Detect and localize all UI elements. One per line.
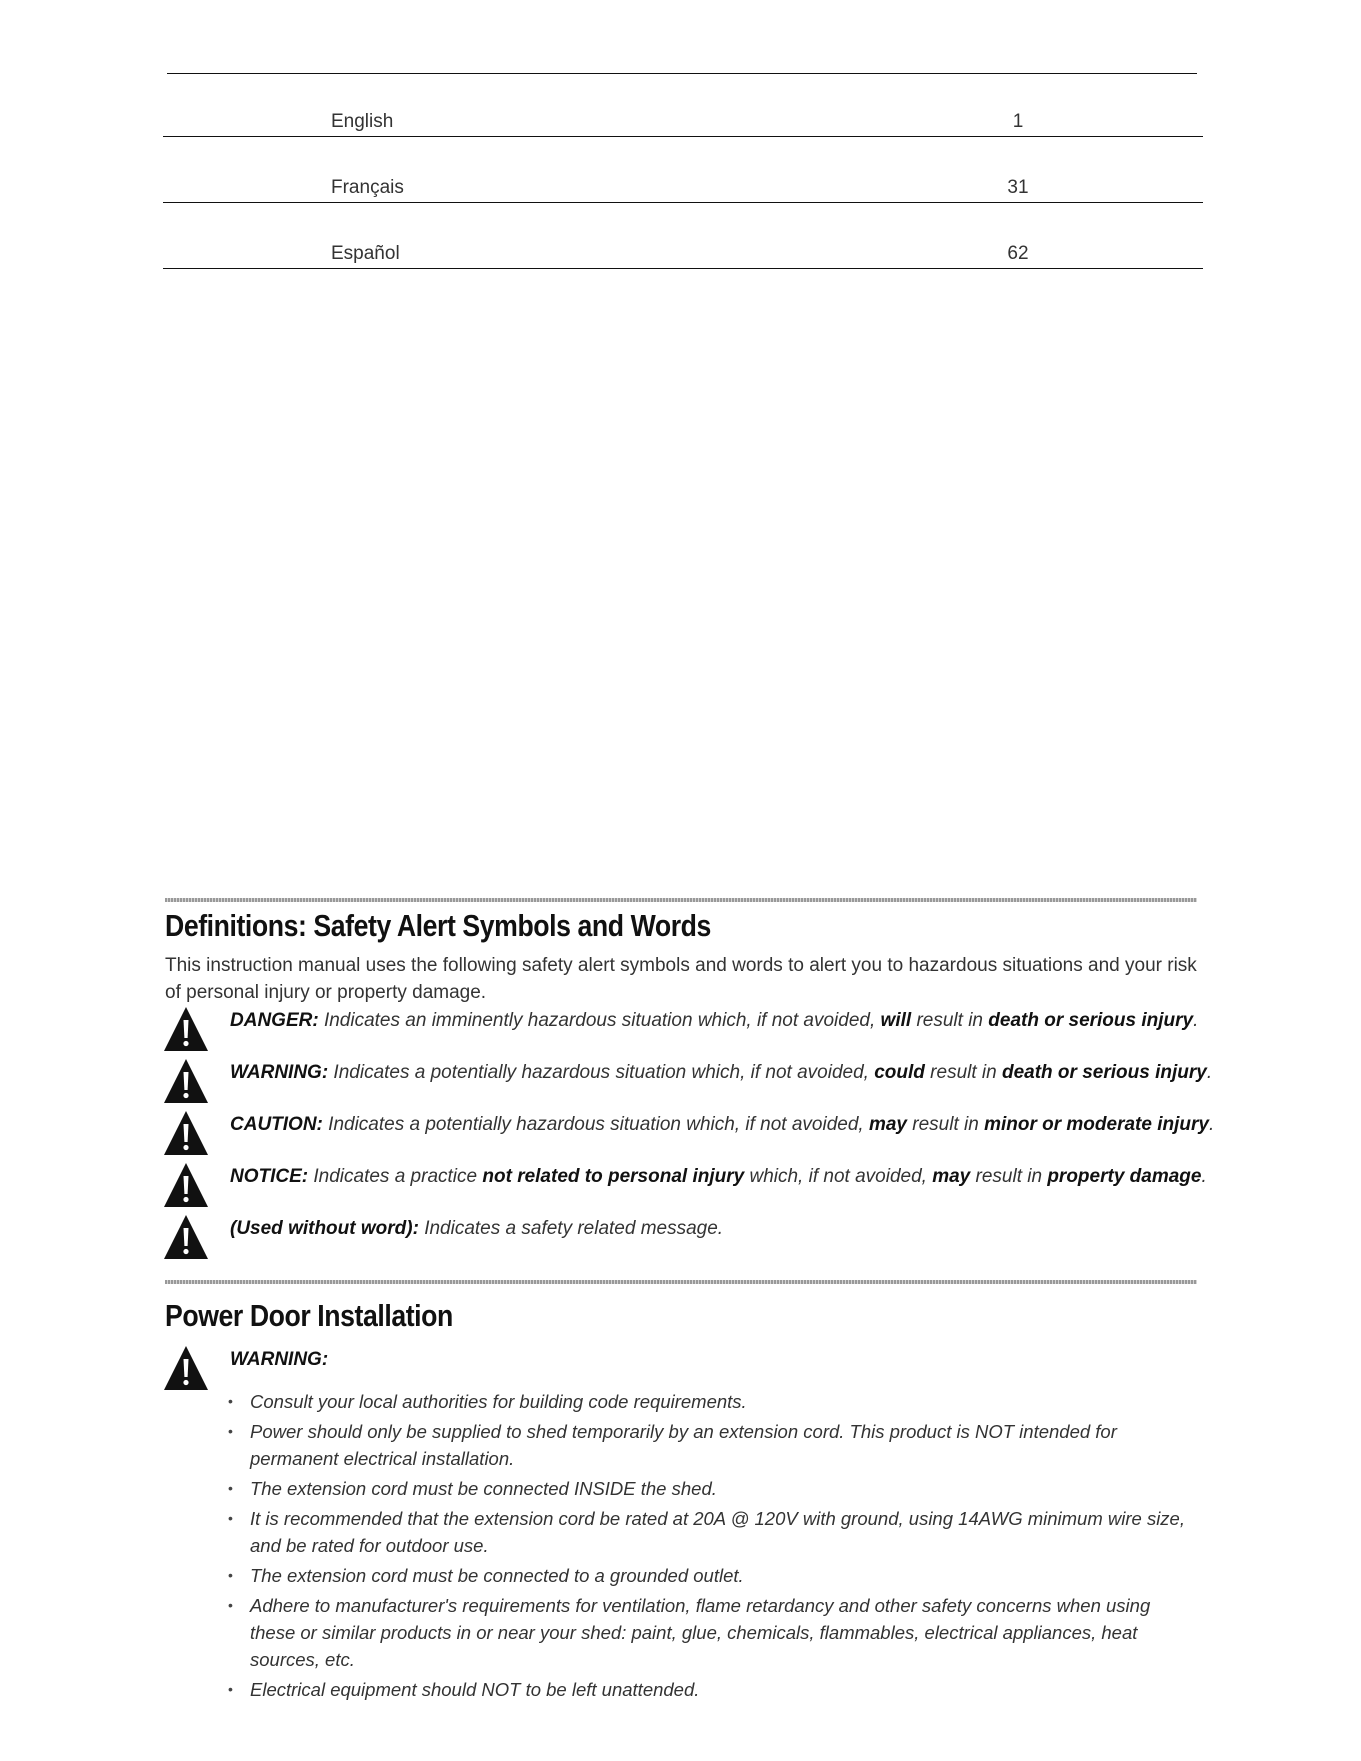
safety-alert-icon bbox=[163, 1162, 209, 1208]
safety-alert-icon bbox=[163, 1110, 209, 1156]
section-divider bbox=[165, 898, 1197, 902]
toc-language: Français bbox=[331, 177, 404, 198]
definitions-intro: This instruction manual uses the following safety alert symbols and words to alert you to hazardous situations and your risk of personal injury or property damage. bbox=[165, 955, 1197, 1003]
safety-alert-icon bbox=[163, 1345, 209, 1391]
toc-language: Español bbox=[331, 243, 400, 264]
installation-heading: Power Door Installation bbox=[165, 1298, 453, 1333]
alert-notice-text: NOTICE: Indicates a practice not related to personal injury which, if not avoided, may result in property damage. bbox=[230, 1166, 1207, 1187]
alert-danger-text: DANGER: Indicates an imminently hazardous situation which, if not avoided, will result in death or serious injury. bbox=[230, 1010, 1199, 1031]
toc-row-english[interactable] bbox=[163, 100, 1203, 137]
toc-page-number: 31 bbox=[1007, 177, 1029, 198]
toc-language: English bbox=[331, 111, 394, 132]
list-item: • Adhere to manufacturer's requirements for ventilation, flame retardancy and other safety concerns when using these or similar products in or near your shed: paint, glue, chemicals, flammables, electrical appliances, heat sources, etc. bbox=[248, 1592, 1198, 1673]
alert-warning-text: WARNING: Indicates a potentially hazardous situation which, if not avoided, could result in death or serious injury. bbox=[230, 1062, 1213, 1083]
alert-danger bbox=[163, 1006, 1213, 1056]
toc-page-number: 1 bbox=[1012, 111, 1024, 132]
alert-generic bbox=[163, 1214, 1213, 1264]
alert-warning bbox=[163, 1058, 1213, 1108]
alert-caution-text: CAUTION: Indicates a potentially hazardous situation which, if not avoided, may result in minor or moderate injury. bbox=[230, 1114, 1215, 1135]
toc-row-espanol[interactable] bbox=[163, 232, 1203, 269]
list-item: • The extension cord must be connected INSIDE the shed. bbox=[248, 1475, 1198, 1502]
safety-alert-icon bbox=[163, 1214, 209, 1260]
definitions-heading: Definitions: Safety Alert Symbols and Words bbox=[165, 908, 711, 943]
alert-generic-text: (Used without word): Indicates a safety related message. bbox=[230, 1218, 724, 1239]
list-item: • Consult your local authorities for building code requirements. bbox=[248, 1388, 1198, 1415]
safety-alert-icon bbox=[163, 1006, 209, 1052]
alert-notice bbox=[163, 1162, 1213, 1212]
alert-caution bbox=[163, 1110, 1213, 1160]
toc-row-francais[interactable] bbox=[163, 166, 1203, 203]
list-item: • It is recommended that the extension cord be rated at 20A @ 120V with ground, using 14AWG minimum wire size, and be rated for outdoor use. bbox=[248, 1505, 1198, 1559]
installation-warning-word: WARNING: bbox=[230, 1349, 329, 1370]
safety-alert-icon bbox=[163, 1058, 209, 1104]
toc-page-number: 62 bbox=[1007, 243, 1029, 264]
list-item: • The extension cord must be connected to a grounded outlet. bbox=[248, 1562, 1198, 1589]
list-item: • Power should only be supplied to shed temporarily by an extension cord. This product is NOT intended for permanent electrical installation. bbox=[248, 1418, 1198, 1472]
list-item: • Electrical equipment should NOT to be left unattended. bbox=[248, 1676, 1198, 1703]
installation-warning-list bbox=[248, 1388, 1198, 1706]
toc-top-rule bbox=[167, 73, 1197, 74]
section-divider bbox=[165, 1280, 1197, 1284]
